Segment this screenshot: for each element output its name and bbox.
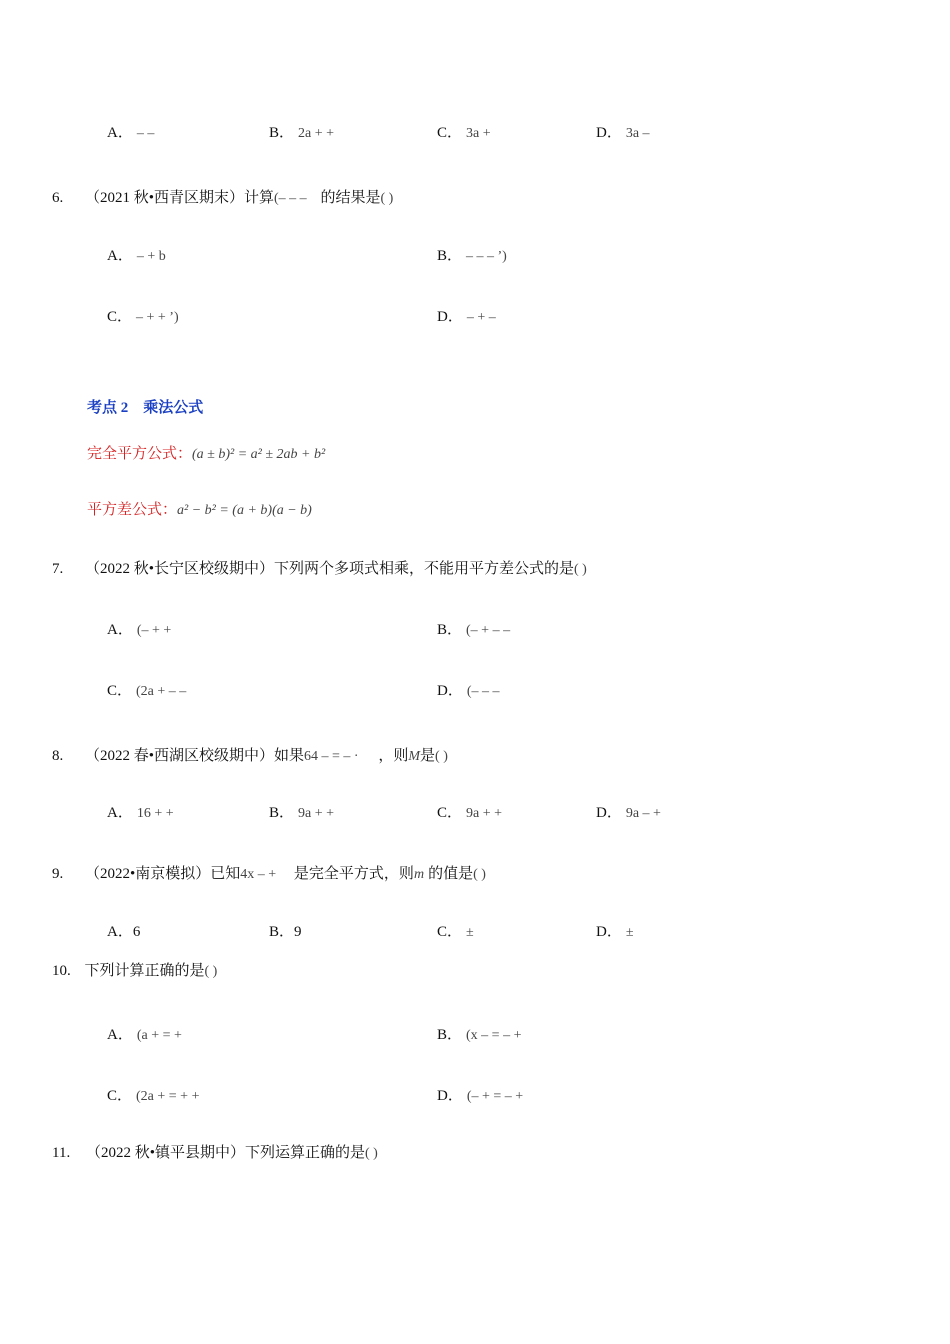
option-expression: (– + – –: [466, 623, 511, 638]
question-stem: （2021 秋•西青区期末）计算: [85, 190, 275, 206]
q5-option-b: [269, 121, 334, 142]
option-label: B．: [437, 248, 463, 264]
option-label: B．: [269, 125, 295, 141]
q6-option-a: [107, 244, 166, 265]
q6-option-b: [437, 244, 507, 265]
question-expression: 4x – +: [240, 867, 277, 882]
option-expression: (2a + = + +: [136, 1089, 200, 1104]
q9-option-b: [269, 920, 302, 941]
question-number: 9.: [52, 866, 64, 882]
option-label: A．: [107, 805, 133, 821]
option-label: C．: [437, 805, 463, 821]
option-expression: – – – ’): [466, 249, 507, 264]
q5-option-a: [107, 121, 154, 142]
option-label: C．: [107, 1088, 133, 1104]
option-label: C．: [437, 125, 463, 141]
question-stem: 下列计算正确的是: [84, 963, 205, 979]
q7-option-c: [107, 679, 186, 700]
question-stem: （2022 秋•镇平县期中）下列运算正确的是: [85, 1145, 365, 1161]
question-number: 7.: [52, 561, 64, 577]
q8-option-a: [107, 801, 174, 822]
question-stem: （2022•南京模拟）已知: [85, 866, 241, 882]
option-label: D．: [437, 309, 463, 325]
question-expression: 64 – = – ·: [304, 749, 359, 764]
question-suffix: 的结果是: [320, 190, 381, 206]
question-7: [52, 557, 587, 578]
option-label: D．: [437, 683, 463, 699]
option-expression: 3a +: [466, 126, 491, 141]
question-8: [52, 744, 448, 765]
q8-option-c: [437, 801, 502, 822]
answer-paren: ( ): [364, 1146, 378, 1161]
q7-option-b: [437, 618, 510, 639]
question-expression: (– – –: [274, 191, 307, 206]
q10-option-d: [437, 1084, 523, 1105]
option-label: D．: [596, 924, 622, 940]
option-label: B．: [269, 924, 295, 940]
option-expression: (a + = +: [136, 1028, 182, 1043]
option-expression: 16 + +: [136, 806, 174, 821]
q5-option-d: [596, 121, 650, 142]
option-expression: 9a – +: [625, 806, 661, 821]
option-expression: (– + +: [136, 623, 172, 638]
option-label: B．: [269, 805, 295, 821]
answer-paren: ( ): [574, 562, 587, 577]
q5-option-c: [437, 121, 491, 142]
question-stem: （2022 春•西湖区校级期中）如果: [85, 748, 305, 764]
option-label: D．: [437, 1088, 463, 1104]
answer-paren: ( ): [204, 964, 218, 979]
q8-option-d: [596, 801, 661, 822]
option-expression: 9: [294, 924, 302, 940]
question-number: 6.: [52, 190, 64, 206]
option-label: C．: [107, 309, 133, 325]
option-expression: 6: [132, 924, 141, 940]
formula-label: 完全平方公式：: [87, 446, 193, 462]
question-stem: （2022 秋•长宁区校级期中）下列两个多项式相乘，不能用平方差公式的是: [85, 561, 575, 577]
formula-label: 平方差公式：: [87, 502, 178, 518]
q6-option-c: [107, 305, 179, 326]
option-expression: 3a –: [625, 126, 650, 141]
option-expression: (– + = – +: [466, 1089, 524, 1104]
q9-option-a: [107, 920, 140, 941]
option-expression: 9a + +: [298, 806, 335, 821]
formula-expression: a² − b² = (a + b)(a − b): [177, 503, 312, 518]
option-label: D．: [596, 805, 622, 821]
q7-option-a: [107, 618, 171, 639]
option-expression: ±: [466, 925, 474, 940]
option-expression: 2a + +: [298, 126, 335, 141]
question-number: 11.: [52, 1145, 71, 1161]
option-expression: (– – –: [466, 684, 500, 699]
option-expression: (2a + – –: [136, 684, 187, 699]
option-label: D．: [596, 125, 622, 141]
option-label: B．: [437, 1027, 463, 1043]
question-suffix: 是完全平方式，则: [293, 866, 414, 882]
option-expression: – + b: [136, 249, 166, 264]
answer-paren: ( ): [435, 749, 448, 764]
option-label: C．: [107, 683, 133, 699]
option-label: A．: [107, 924, 133, 940]
question-number: 8.: [52, 748, 64, 764]
formula-difference-of-squares: [87, 498, 312, 519]
option-expression: – + –: [466, 310, 496, 325]
option-expression: (x – = – +: [466, 1028, 522, 1043]
q8-option-b: [269, 801, 334, 822]
answer-paren: ( ): [473, 867, 486, 882]
option-label: A．: [107, 248, 133, 264]
q9-option-d: [596, 920, 634, 941]
question-6: [52, 186, 393, 207]
option-label: C．: [437, 924, 463, 940]
question-10: [52, 959, 217, 980]
option-label: A．: [107, 125, 133, 141]
q10-option-a: [107, 1023, 182, 1044]
variable: m: [413, 867, 425, 882]
q10-option-c: [107, 1084, 199, 1105]
variable: M: [408, 749, 421, 764]
option-expression: – + + ’): [136, 310, 179, 325]
question-suffix: 是: [420, 748, 436, 764]
q7-option-d: [437, 679, 500, 700]
option-expression: – –: [136, 126, 155, 141]
formula-expression: (a ± b)² = a² ± 2ab + b²: [192, 447, 326, 462]
option-label: A．: [107, 1027, 133, 1043]
q10-option-b: [437, 1023, 521, 1044]
question-9: [52, 862, 486, 883]
question-number: 10.: [52, 963, 71, 979]
q6-option-d: [437, 305, 496, 326]
question-suffix: ，则: [378, 748, 409, 764]
question-11: [52, 1141, 378, 1162]
answer-paren: ( ): [380, 191, 394, 206]
option-label: B．: [437, 622, 463, 638]
section-title: 考点 2 乘法公式: [87, 400, 204, 416]
question-suffix: 的值是: [428, 866, 474, 882]
formula-perfect-square: [87, 442, 325, 463]
q9-option-c: [437, 920, 474, 941]
option-expression: ±: [625, 925, 634, 940]
option-expression: 9a + +: [466, 806, 503, 821]
option-label: A．: [107, 622, 133, 638]
